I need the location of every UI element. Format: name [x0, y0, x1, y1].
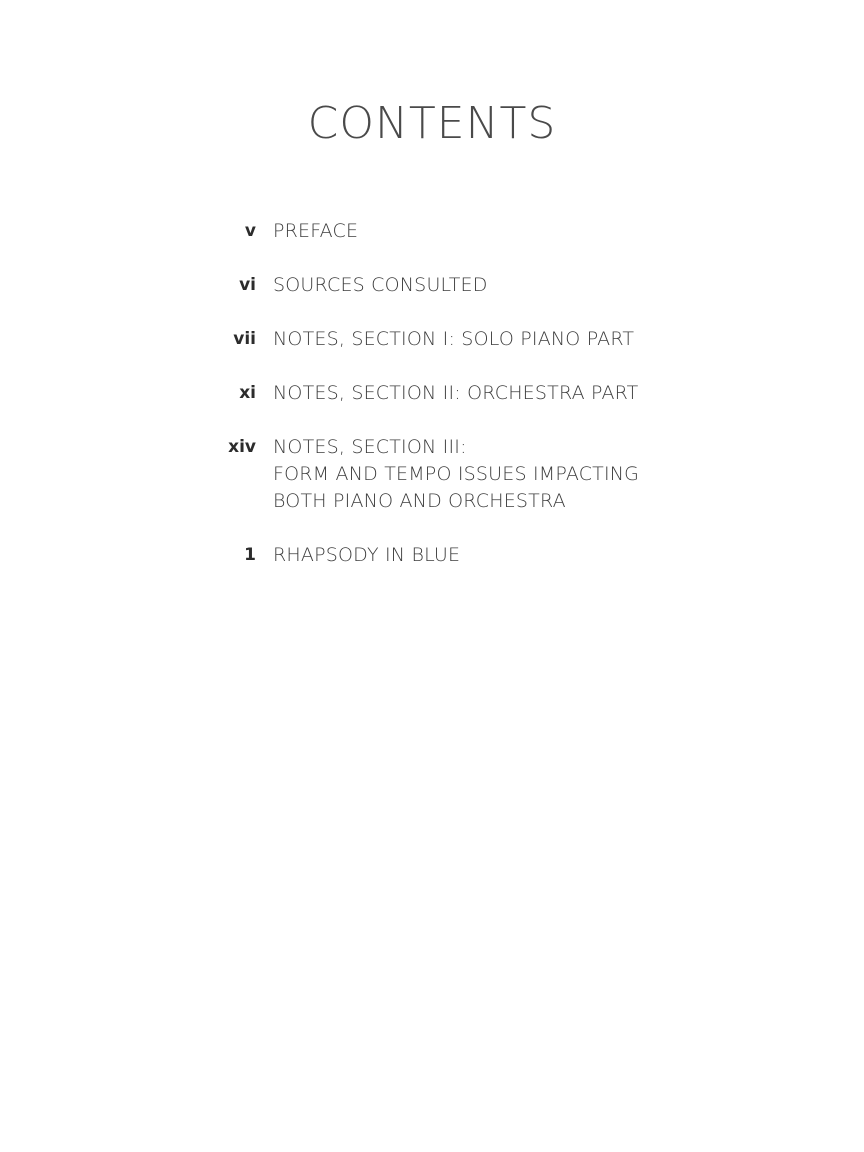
- toc-entry-line: NOTES, SECTION I: SOLO PIANO PART: [273, 328, 635, 350]
- toc-entry-sources-consulted: [200, 272, 700, 299]
- toc-entry-line: NOTES, SECTION III:: [273, 436, 467, 458]
- toc-entry-line: FORM AND TEMPO ISSUES IMPACTING: [273, 463, 640, 485]
- toc-entry-line: SOURCES CONSULTED: [273, 274, 488, 296]
- toc-page-number: 1: [244, 545, 256, 565]
- toc-entry-line: PREFACE: [273, 220, 359, 242]
- toc-page-number: xiv: [228, 437, 256, 457]
- toc-page-number: xi: [239, 383, 256, 403]
- toc-entry-title: [273, 326, 634, 353]
- toc-entry-title: [273, 272, 488, 299]
- toc-entry-line: RHAPSODY IN BLUE: [273, 544, 461, 566]
- toc-entry-title: [273, 380, 639, 407]
- toc-entry-line: NOTES, SECTION II: ORCHESTRA PART: [273, 382, 639, 404]
- table-of-contents: [200, 218, 700, 596]
- toc-entry-rhapsody-in-blue: [200, 542, 700, 569]
- toc-entry-title: [273, 218, 358, 245]
- toc-entry-notes-section-3: [200, 434, 700, 515]
- page-title: CONTENTS: [307, 98, 557, 149]
- toc-page-number: v: [244, 221, 256, 241]
- toc-page-number: vi: [239, 275, 256, 295]
- toc-page-number: vii: [233, 329, 256, 349]
- toc-entry-line: BOTH PIANO AND ORCHESTRA: [273, 490, 566, 512]
- toc-entry-title: [273, 542, 460, 569]
- toc-entry-notes-section-2: [200, 380, 700, 407]
- toc-entry-notes-section-1: [200, 326, 700, 353]
- toc-entry-preface: [200, 218, 700, 245]
- toc-entry-title: [273, 434, 639, 515]
